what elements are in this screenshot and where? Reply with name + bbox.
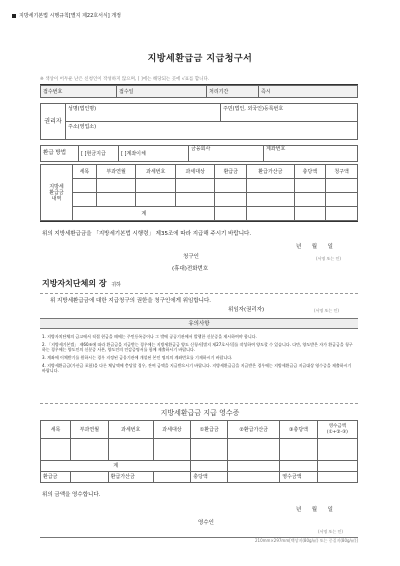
- detail-cell[interactable]: [294, 207, 326, 221]
- claimant-signature[interactable]: (서명 또는 인): [316, 256, 341, 261]
- address-label: 주소(영업소): [68, 124, 97, 130]
- date-line: 년 월 일: [296, 244, 333, 250]
- detail-cell[interactable]: [136, 179, 176, 193]
- detail-cell[interactable]: [294, 179, 326, 193]
- name-field[interactable]: [66, 104, 221, 122]
- detail-cell[interactable]: [215, 193, 247, 207]
- receipt-cell[interactable]: [228, 461, 280, 472]
- delegator-signature[interactable]: (서명 또는 인): [314, 308, 339, 313]
- detail-bottom-rule: [40, 221, 358, 222]
- receipt-cell[interactable]: [41, 439, 71, 461]
- detail-cell[interactable]: [326, 207, 358, 221]
- instruction-text: ※ 색상이 어두운 난은 신청인이 작성하지 않으며, [ ]에는 해당되는 곳에 √표를 합니다.: [40, 77, 210, 82]
- receipt-cell[interactable]: [191, 461, 228, 472]
- receipt-footer-label: 충당액: [191, 472, 228, 483]
- receipt-cell[interactable]: [280, 461, 318, 472]
- note-item: 4. 지방세환급금(가산금 포함)을 다른 체납액에 충당할 경우, 잔여 금액을 지급받으시기 바랍니다. 지방세환급금을 지급받은 경우에는 지방세환급금 지급대상 영수증을 제출하시기 바랍니다.: [42, 363, 352, 374]
- receipt-header: ③충당액: [280, 421, 318, 439]
- receipt-date-label: 접수일: [119, 88, 134, 95]
- cut-line: [40, 403, 358, 404]
- received-text: 위의 금액을 영수합니다.: [42, 492, 101, 498]
- receipt-footer-label: 환급금: [41, 472, 71, 483]
- request-text: 위의 지방세환급금을 「지방세기본법 시행령」 제35조에 따라 지급해 주시기 바랍니다.: [42, 231, 252, 237]
- receipt-cell[interactable]: [228, 439, 280, 461]
- detail-header: 과세번호: [136, 165, 176, 179]
- name-label: 성명(법인명): [68, 106, 97, 112]
- refund-method-table: [40, 145, 358, 162]
- receipt-cell[interactable]: [228, 472, 280, 483]
- receipt-header: 과세번호: [108, 421, 153, 439]
- receipt-header: 과세대상: [153, 421, 191, 439]
- receipt-number-label: 접수번호: [43, 88, 63, 95]
- detail-cell[interactable]: [247, 207, 294, 221]
- delegation-top-rule: [40, 293, 358, 294]
- note-item: 3. 계좌에 이체받기를 원하시는 경우 지정된 금융기관에 개설된 본인 명의의 계좌번호를 기재하시기 바랍니다.: [42, 355, 233, 361]
- notes-list: [42, 334, 354, 376]
- detail-header: 세목: [73, 165, 97, 179]
- detail-cell[interactable]: [326, 179, 358, 193]
- cash-checkbox[interactable]: [ ]현금지급: [79, 146, 119, 162]
- receipt-table: [40, 420, 358, 483]
- receipt-cell[interactable]: [153, 472, 191, 483]
- bank-field[interactable]: [189, 146, 264, 162]
- receiver-label: 영수인: [198, 520, 214, 526]
- receipt-footer-label: 영수금액: [280, 472, 318, 483]
- bank-label: 금융회사: [191, 146, 211, 152]
- receipt-header: 부과연월: [71, 421, 109, 439]
- receipt-cell[interactable]: [317, 472, 357, 483]
- paper-note: 210mm×297mm[백상지(80g/㎡) 또는 중질지(80g/㎡)]: [255, 538, 358, 543]
- addressee-suffix: 귀하: [111, 282, 121, 288]
- note-item: 1. 지방자치단체의 금고에서 직접 현금을 때에는 주민등록증이나 그 밖에 공공기관에서 발행한 신분증을 제시하여야 합니다.: [42, 334, 257, 339]
- receipt-cell[interactable]: [280, 439, 318, 461]
- refund-detail-table: [40, 164, 358, 221]
- receipt-cell[interactable]: [153, 439, 191, 461]
- claimant-label: 청구인: [183, 254, 199, 260]
- id-number-label: 주민(법인, 외국인)등록번호: [223, 106, 284, 112]
- receipt-total-label: 계: [41, 461, 191, 472]
- header-note-text: 지방세기본법 시행규칙[별지 제22호서식] 개정: [19, 13, 121, 19]
- applicant-table: [40, 103, 358, 140]
- receipt-header: ②환급가산금: [228, 421, 280, 439]
- detail-cell[interactable]: [247, 193, 294, 207]
- account-label: 계좌번호: [266, 146, 286, 152]
- account-field[interactable]: [264, 146, 358, 162]
- receipt-cell[interactable]: [108, 439, 153, 461]
- square-bullet-icon: [12, 14, 16, 18]
- delegator-label: 위임자(권리자): [228, 307, 265, 313]
- notes-title: 유의사항: [40, 318, 358, 329]
- receipt-header: ①환급금: [191, 421, 228, 439]
- detail-cell[interactable]: [247, 179, 294, 193]
- refund-detail-label: 지방세 환급금 내역: [41, 165, 73, 221]
- form-header-note: [12, 13, 121, 19]
- period-value: 즉시: [261, 88, 271, 95]
- receipt-cell[interactable]: [191, 439, 228, 461]
- detail-cell[interactable]: [73, 179, 97, 193]
- receipt-footer-label: 환급가산금: [108, 472, 153, 483]
- detail-cell[interactable]: [215, 179, 247, 193]
- receipt-title: 지방세환급금 지급 영수증: [160, 409, 240, 417]
- detail-cell[interactable]: [136, 193, 176, 207]
- note-item: 2. 「지방세기본법」 제60조에 따라 환급금을 지급받는 경우에는 지방세환급금 양도 신청서[별지 제27호서식]를 작성하여 양도할 수 있습니다. 다만, 양도받은 자가 환급금을 청구하는 경우에는 양도인의 신분증 사본, 양도인의 인감증명서를 함께 제출하시기 바랍니다.: [42, 341, 353, 353]
- transfer-checkbox[interactable]: [ ]계좌이체: [119, 146, 189, 162]
- detail-cell[interactable]: [73, 193, 97, 207]
- detail-cell[interactable]: [326, 193, 358, 207]
- detail-header: 환급금: [215, 165, 247, 179]
- receipt-cell[interactable]: [71, 439, 109, 461]
- receipt-cell[interactable]: [317, 439, 357, 461]
- detail-cell[interactable]: [96, 193, 136, 207]
- address-field[interactable]: [66, 122, 358, 140]
- receipt-date-line: 년 월 일: [296, 507, 333, 513]
- receiver-signature[interactable]: (서명 또는 인): [318, 529, 343, 534]
- detail-cell[interactable]: [215, 207, 247, 221]
- receipt-cell[interactable]: [71, 472, 109, 483]
- detail-header: 부과연월: [96, 165, 136, 179]
- detail-header: 충당액: [294, 165, 326, 179]
- applicant-label: 권리자: [41, 104, 66, 140]
- receipt-header: 세목: [41, 421, 71, 439]
- refund-method-label: 환급 방법: [41, 146, 79, 162]
- period-cell: [207, 86, 259, 98]
- addressee-name: 지방자치단체의 장: [42, 279, 107, 288]
- detail-header: 과세대상: [175, 165, 215, 179]
- application-table: [40, 85, 358, 98]
- phone-label: (휴대)전화번호: [172, 266, 209, 272]
- detail-cell[interactable]: [175, 193, 215, 207]
- addressee: [42, 279, 121, 289]
- period-value-cell: [259, 86, 358, 98]
- id-number-field[interactable]: [221, 104, 358, 122]
- delegation-text: 위 지방세환급금에 대한 지급청구의 권한을 청구인에게 위임합니다.: [50, 298, 212, 304]
- receipt-number-cell: [41, 86, 117, 98]
- receipt-cell[interactable]: [317, 461, 357, 472]
- receipt-date-cell: [117, 86, 207, 98]
- detail-cell[interactable]: [175, 179, 215, 193]
- detail-header: 청구액: [326, 165, 358, 179]
- page-title: 지방세환급금 지급청구서: [147, 54, 253, 64]
- receipt-header: 영수금액 (①+②-③): [317, 421, 357, 439]
- detail-cell[interactable]: [294, 193, 326, 207]
- detail-cell[interactable]: [96, 179, 136, 193]
- detail-total-label: 계: [73, 207, 215, 221]
- detail-header: 환급가산금: [247, 165, 294, 179]
- period-label: 처리기간: [209, 88, 229, 95]
